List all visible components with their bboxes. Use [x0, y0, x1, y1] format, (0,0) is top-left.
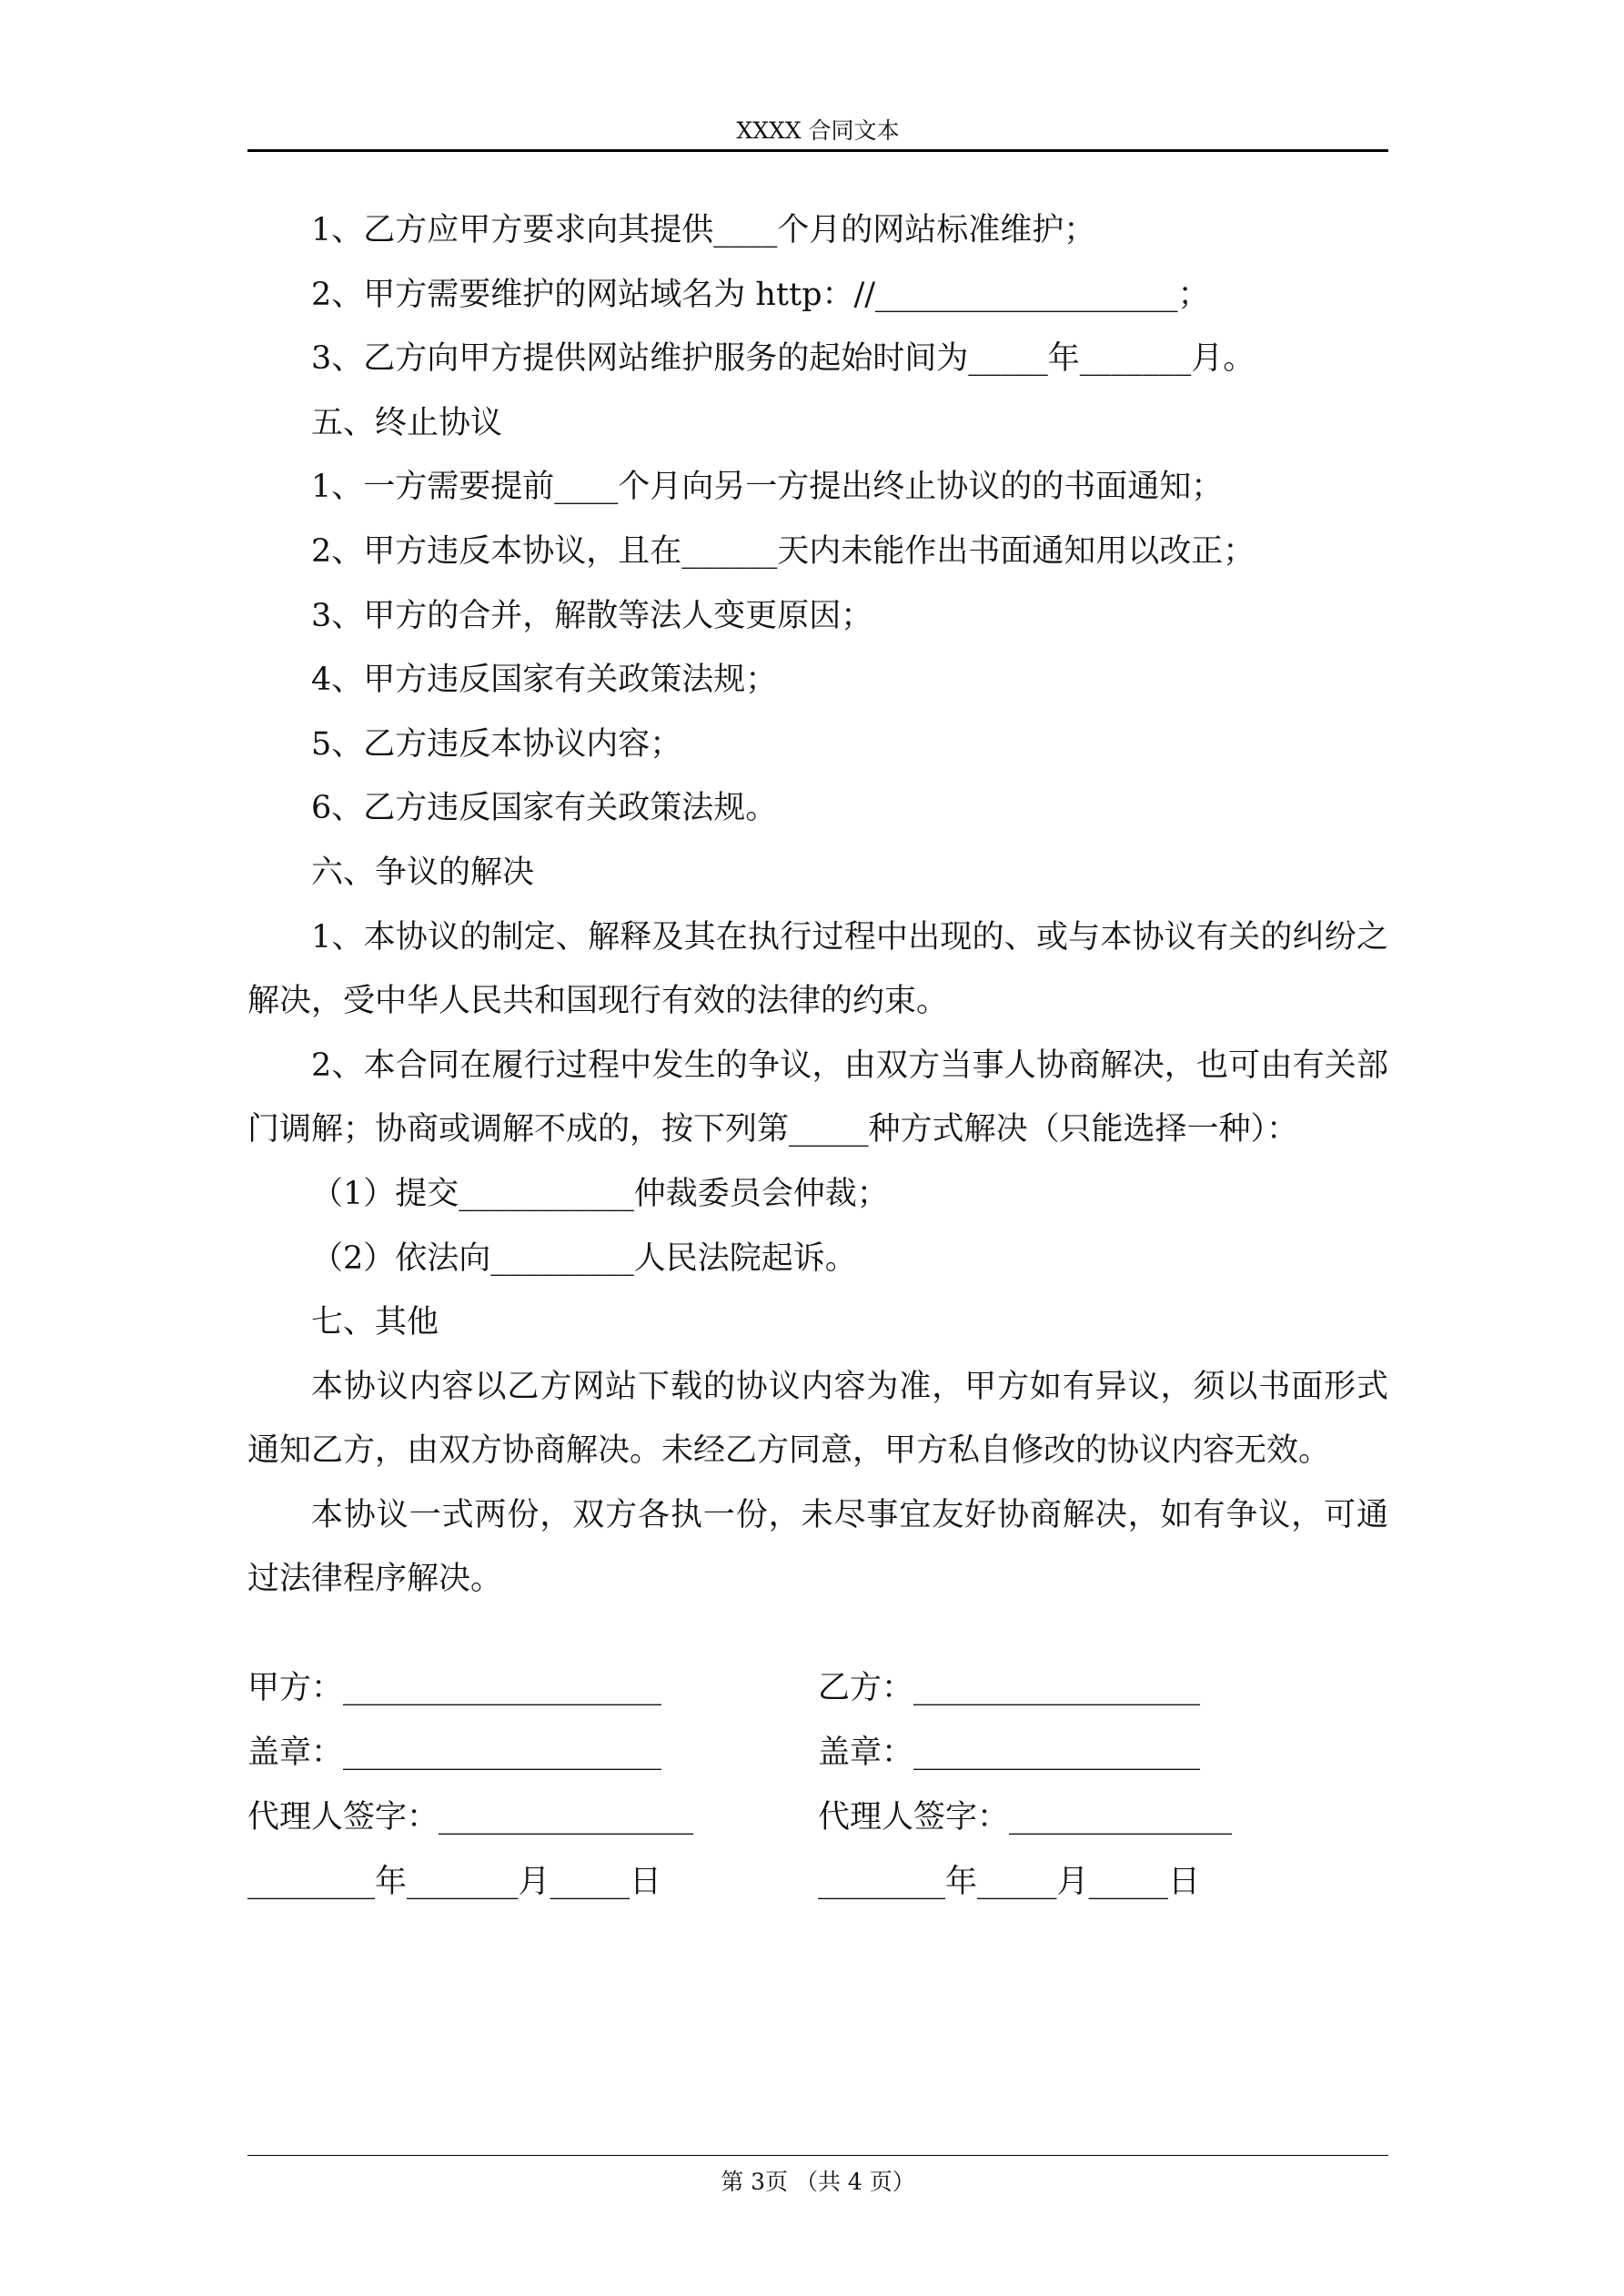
paragraph: 1、本协议的制定、解释及其在执行过程中出现的、或与本协议有关的纠纷之解决，受中华人民共和国现行有效的法律的约束。 — [247, 918, 1388, 1020]
page-header-title: XXXX 合同文本 — [736, 117, 900, 144]
paragraph: （2）依法向_________人民法院起诉。 — [311, 1239, 857, 1277]
party-b-date-line: ________年_____月_____日 — [818, 1864, 1201, 1900]
footer-rule — [247, 2155, 1388, 2156]
section-heading: 六、争议的解决 — [311, 854, 535, 891]
paragraph: 2、本合同在履行过程中发生的争议，由双方当事人协商解决，也可由有关部门调解；协商或调解不成的，按下列第_____种方式解决（只能选择一种）： — [247, 1047, 1388, 1148]
party-b-seal-line: 盖章：__________________ — [818, 1735, 1201, 1771]
page-number: 第 3页 （共 4 页） — [721, 2169, 915, 2195]
header-rule — [247, 149, 1388, 152]
section-heading: 五、终止协议 — [311, 404, 503, 441]
paragraph: 3、甲方的合并，解散等法人变更原因； — [311, 597, 873, 634]
paragraph: 2、甲方违反本协议，且在______天内未能作出书面通知用以改正； — [311, 532, 1256, 570]
paragraph: 5、乙方违反本协议内容； — [311, 725, 682, 763]
party-b-agent-line: 代理人签字：______________ — [818, 1799, 1233, 1836]
section-heading: 七、其他 — [311, 1304, 439, 1341]
paragraph: 2、甲方需要维护的网站域名为 http：//___________________； — [311, 276, 1210, 313]
paragraph: 本协议一式两份，双方各执一份，未尽事宜友好协商解决，如有争议，可通过法律程序解决。 — [247, 1496, 1388, 1598]
paragraph: 6、乙方违反国家有关政策法规。 — [311, 790, 778, 827]
paragraph: 1、乙方应甲方要求向其提供____个月的网站标准维护； — [311, 212, 1096, 248]
party-a-name-line: 甲方：____________________ — [247, 1670, 662, 1706]
party-a-date-line: ________年_______月_____日 — [247, 1864, 662, 1900]
paragraph: 本协议内容以乙方网站下载的协议内容为准，甲方如有异议，须以书面形式通知乙方，由双方协商解决。未经乙方同意，甲方私自修改的协议内容无效。 — [247, 1368, 1388, 1470]
party-a-seal-line: 盖章：____________________ — [247, 1735, 662, 1771]
paragraph: 1、一方需要提前____个月向另一方提出终止协议的的书面通知； — [311, 469, 1224, 506]
party-b-name-line: 乙方：__________________ — [818, 1670, 1201, 1706]
signature-block — [247, 1656, 1388, 1915]
party-a-agent-line: 代理人签字：________________ — [247, 1799, 694, 1836]
paragraph: 3、乙方向甲方提供网站维护服务的起始时间为_____年_______月。 — [311, 340, 1256, 378]
paragraph: 4、甲方违反国家有关政策法规； — [311, 662, 778, 699]
document-body — [247, 198, 1388, 1612]
paragraph: （1）提交___________仲裁委员会仲裁； — [311, 1175, 889, 1212]
